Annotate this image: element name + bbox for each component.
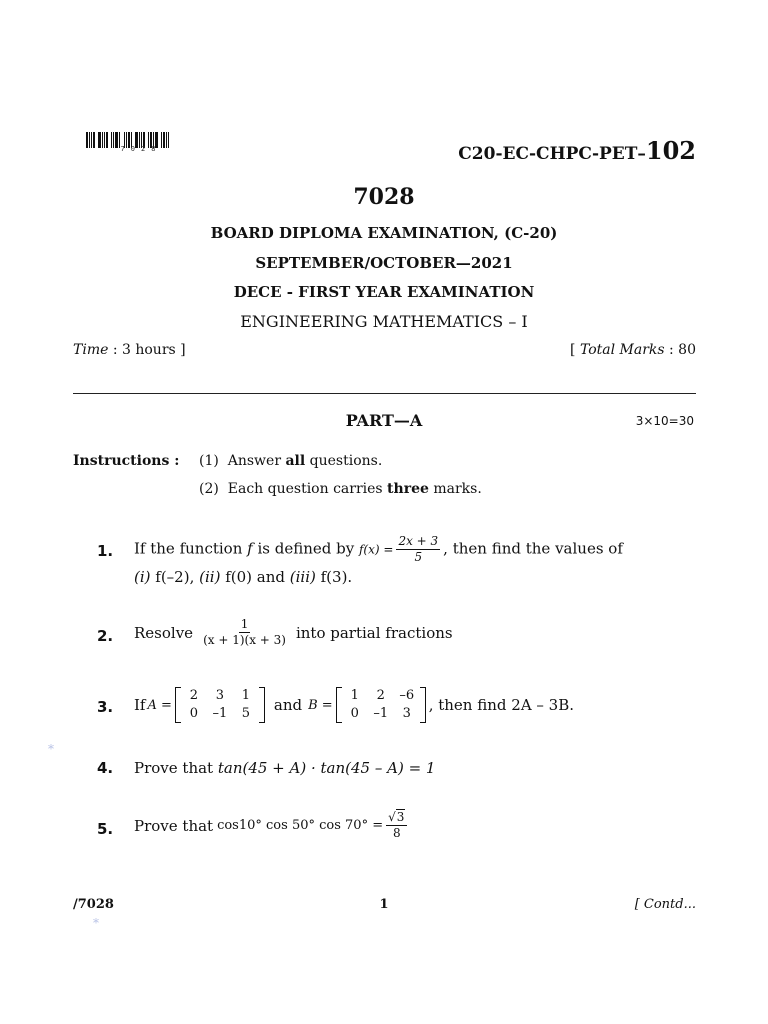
instructions-label: Instructions : [73, 453, 180, 469]
matrix-b-grid [342, 687, 420, 723]
question-text: Prove that [134, 759, 218, 777]
instruction-emphasis: all [285, 453, 306, 469]
paper-number: 7028 [353, 184, 415, 210]
fraction-denominator: 5 [414, 550, 423, 564]
part-marks: 3×10=30 [635, 414, 694, 428]
part-label: (i) [134, 568, 156, 586]
page-number: 1 [379, 897, 389, 912]
matrix-cell: 0 [350, 706, 359, 721]
marks-open: [ [570, 342, 580, 358]
matrix-cell: 1 [350, 688, 359, 703]
matrix-a [175, 687, 265, 723]
function-name: f [247, 539, 253, 558]
exam-session: SEPTEMBER/OCTOBER—2021 [255, 254, 513, 272]
matrix-bracket-right [420, 687, 426, 723]
instruction-emphasis: three [387, 481, 429, 497]
question-text: Resolve [134, 623, 194, 642]
matrix-bracket-right [259, 687, 265, 723]
fraction-numerator [386, 810, 407, 826]
question-text: and [273, 696, 303, 714]
question-text: Prove that [134, 816, 214, 835]
question-number: 3. [97, 698, 114, 716]
fraction-numerator: 1 [240, 617, 249, 631]
matrix-cell: 0 [189, 706, 199, 721]
question-text: into partial fractions [295, 623, 453, 642]
math-expression: cos10° cos 50° cos 70° = [217, 818, 384, 833]
paper-code-suffix: 102 [645, 136, 696, 165]
sqrt-sign: √ [388, 810, 396, 824]
subject-title: ENGINEERING MATHEMATICS – I [240, 312, 528, 331]
question-number: 4. [97, 759, 114, 777]
math-expression: tan(45 + A) · tan(45 – A) = 1 [217, 759, 436, 777]
continued-note: [ Contd... [634, 897, 696, 912]
fraction [386, 810, 407, 841]
fraction-denominator: 8 [392, 826, 401, 840]
part-expr: f(0) and [225, 568, 290, 586]
program-title: DECE - FIRST YEAR EXAMINATION [233, 283, 535, 301]
question-number: 2. [97, 627, 114, 645]
instruction-text-end: marks. [428, 481, 482, 497]
part-expr: f(–2), [155, 568, 195, 586]
question-5 [134, 810, 410, 841]
matrix-cell: 3 [402, 706, 411, 721]
question-2 [134, 617, 453, 648]
fraction-numerator: 2x + 3 [398, 534, 439, 548]
footer-paper-number: /7028 [73, 897, 114, 912]
question-1 [134, 534, 662, 586]
part-expr: f(3). [320, 568, 353, 586]
question-text: , then find the values of [443, 539, 623, 558]
part-title: PART—A [345, 411, 423, 430]
matrix-b-label: B = [308, 697, 333, 713]
question-text: , then find 2A – 3B. [428, 696, 575, 714]
marks-label: Total Marks [579, 342, 665, 358]
question-text: If the function [134, 539, 248, 558]
time-label: Time [73, 342, 109, 358]
paper-code [458, 136, 696, 165]
exam-title: BOARD DIPLOMA EXAMINATION, (C-20) [210, 224, 558, 242]
matrix-cell: –1 [373, 706, 389, 721]
question-3 [134, 687, 574, 723]
question-text: If [134, 696, 146, 714]
matrix-cell: 2 [189, 688, 199, 703]
question-4 [134, 759, 435, 777]
matrix-cell: 1 [241, 688, 251, 703]
scan-mark-star: * [93, 916, 99, 930]
scan-mark-star: * [48, 742, 54, 756]
time-value: : 3 hours ] [108, 342, 186, 358]
instruction-text-end: questions. [305, 453, 383, 469]
instruction-number: (1) [199, 453, 219, 469]
matrix-cell: –6 [399, 688, 415, 703]
header-divider [73, 393, 696, 394]
function-expr: f(x) = [358, 542, 394, 557]
matrix-cell: 2 [376, 688, 385, 703]
time-allowed [73, 342, 186, 358]
matrix-cell: 5 [241, 706, 251, 721]
matrix-b [336, 687, 426, 723]
instruction-item [199, 453, 382, 469]
instruction-text: Each question carries [227, 481, 388, 497]
matrix-a-grid [181, 687, 259, 723]
question-number: 5. [97, 820, 114, 838]
marks-value: : 80 [664, 342, 696, 358]
question-text: is defined by [252, 539, 359, 558]
instruction-text: Answer [227, 453, 286, 469]
sqrt-radicand: 3 [396, 810, 405, 824]
matrix-a-label: A = [147, 697, 172, 713]
paper-code-prefix: C20-EC-CHPC-PET– [458, 144, 646, 164]
question-number: 1. [97, 542, 114, 560]
matrix-cell: 3 [215, 688, 225, 703]
total-marks [570, 342, 696, 358]
part-label: (ii) [194, 568, 226, 586]
barcode-number: 7028 [120, 145, 162, 153]
part-label: (iii) [289, 568, 321, 586]
fraction [201, 617, 288, 648]
fraction [396, 534, 440, 565]
fraction-denominator: (x + 1)(x + 3) [203, 633, 286, 647]
matrix-cell: –1 [212, 706, 228, 721]
instruction-item [199, 481, 482, 497]
instruction-number: (2) [199, 481, 219, 497]
